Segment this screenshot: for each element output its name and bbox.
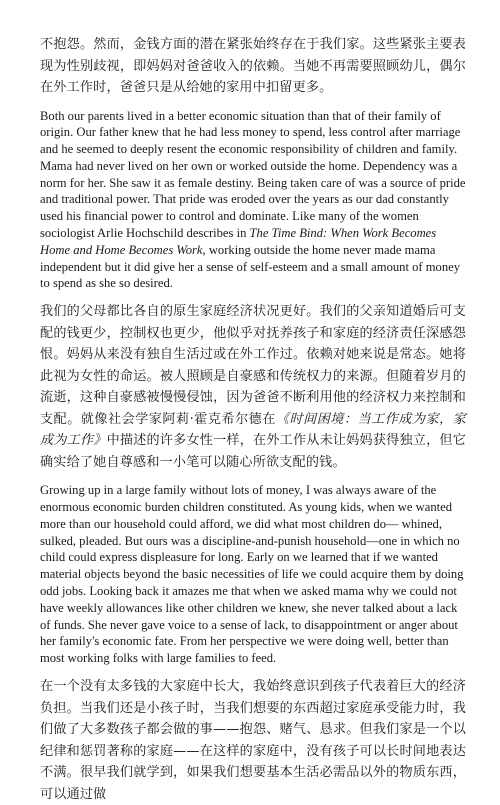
paragraph-zh-2-text-a: 我们的父母都比各自的原生家庭经济状况更好。我们的父亲知道婚后可支配的钱更少，控制权也更少，他似乎对抚养孩子和家庭的经济责任深感怨恨。妈妈从来没有独自生活过或在外工作过。依赖对她来说是常态。她将此视为女性的命运。被人照顾是自豪感和传统权力的来源。但随着岁月的流逝，这种自豪感被慢慢侵蚀，因为爸爸不断利用他的经济权力来控制和支配。就像社会学家阿莉·霍克希尔德在 (40, 304, 466, 427)
paragraph-en-2-text: Growing up in a large family without lots of money, I was always aware of the enormous economic burden children constituted. As young kids, when we wanted more than our household could afford, we did what most children do— whined, sulked, pleaded. But ours was a discipline-and-punish household—one in which no child could express displeasure for long. Early on we learned that if we wanted material objects beyond the basic necessities of life we could acquire them by doing odd jobs. Looking back it amazes me that when we asked mama why we could not have weekly allowances like other children we knew, she never talked about a lack of funds. She never gave voice to a sense of lack, to disappointment or anger about her family's economic fate. From her perspective we were doing well, better than most working folks with large families to feed. (40, 483, 464, 666)
paragraph-zh-1-text: 不抱怨。然而，金钱方面的潜在紧张始终存在于我们家。这些紧张主要表现为性别歧视，即妈妈对爸爸收入的依赖。当她不再需要照顾幼儿，偶尔在外工作时，爸爸只是从给她的家用中扣留更多。 (40, 37, 466, 95)
paragraph-zh-1 (40, 34, 466, 99)
paragraph-en-1-text-b: , working outside the home never made mama independent but it did give her a sense of self-esteem and a small amount of money to spend as she so desired. (40, 242, 461, 291)
book-title-zh: 《时间困境：当工作成为家，家成为工作》 (40, 411, 466, 449)
book-title-en: The Time Bind: When Work Becomes Home and Home Becomes Work (40, 226, 437, 257)
paragraph-zh-2 (40, 301, 466, 473)
paragraph-zh-3-text: 在一个没有太多钱的大家庭中长大，我始终意识到孩子代表着巨大的经济负担。当我们还是小孩子时，当我们想要的东西超过家庭承受能力时，我们做了大多数孩子都会做的事——抱怨、赌气、恳求。但我们家是一个以纪律和惩罚著称的家庭——在这样的家庭中，没有孩子可以长时间地表达不满。很早我们就学到，如果我们想要基本生活必需品以外的物质东西，可以通过做 (40, 679, 466, 802)
paragraph-zh-3 (40, 676, 466, 805)
paragraph-en-1 (40, 108, 466, 293)
paragraph-en-1-text-a: Both our parents lived in a better economic situation than that of their family of origin. Our father knew that he had less money to spend, less control after marriage and he seemed to deeply resent the economic responsibility of children and family. Mama had never lived on her own or worked outside the home. Dependency was a norm for her. She saw it as female destiny. Being taken care of was a source of pride and traditional power. That pride was eroded over the years as our dad constantly used his financial power to control and dominate. Like many of the women sociologist Arlie Hochschild describes in (40, 108, 466, 241)
document-page (40, 34, 466, 805)
paragraph-en-2 (40, 482, 466, 667)
paragraph-zh-2-text-b: 中描述的许多女性一样，在外工作从未让妈妈获得独立，但它确实给了她自尊感和一小笔可以随心所欲支配的钱。 (40, 433, 467, 470)
